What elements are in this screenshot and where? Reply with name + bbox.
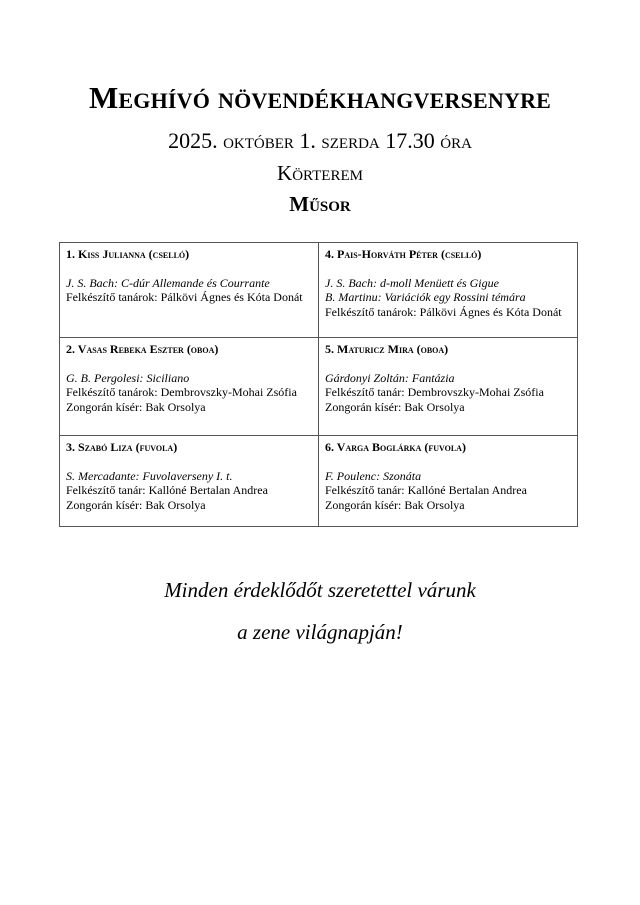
credit-line: Zongorán kísér: Bak Orsolya bbox=[325, 497, 465, 512]
page-title: Meghívó növendékhangversenyre bbox=[88, 80, 552, 115]
program-cell bbox=[319, 243, 578, 338]
program-row bbox=[60, 338, 578, 436]
program-cell bbox=[319, 338, 578, 436]
performer-name: 2. Vasas Rebeka Eszter (oboa) bbox=[66, 342, 219, 356]
invitation-line: a zene világnapján! bbox=[237, 620, 403, 644]
credit-line: Felkészítő tanárok: Dembrovszky-Mohai Zsófia bbox=[66, 385, 297, 399]
piece-title: S. Mercadante: Fuvolaverseny I. t. bbox=[66, 468, 233, 483]
credit-line: Felkészítő tanár: Kallóné Bertalan Andrea bbox=[325, 483, 527, 497]
credit-line: Zongorán kísér: Bak Orsolya bbox=[66, 399, 206, 414]
credit-line: Zongorán kísér: Bak Orsolya bbox=[66, 497, 206, 512]
program-cell bbox=[60, 436, 319, 527]
credit-line: Zongorán kísér: Bak Orsolya bbox=[325, 399, 465, 414]
performer-name: 4. Pais-Horváth Péter (cselló) bbox=[325, 247, 482, 261]
performer-name: 5. Maturicz Mira (oboa) bbox=[325, 342, 449, 356]
piece-title: Gárdonyi Zoltán: Fantázia bbox=[325, 370, 455, 385]
invitation-line: Minden érdeklődőt szeretettel várunk bbox=[164, 578, 476, 602]
program-table bbox=[59, 242, 578, 527]
performer-name: 1. Kiss Julianna (cselló) bbox=[66, 247, 190, 261]
piece-title: F. Poulenc: Szonáta bbox=[325, 468, 422, 483]
credit-line: Felkészítő tanárok: Pálkövi Ágnes és Kóta Donát bbox=[325, 304, 562, 319]
credit-line: Felkészítő tanár: Dembrovszky-Mohai Zsófia bbox=[325, 385, 544, 399]
credit-line: Felkészítő tanárok: Pálkövi Ágnes és Kóta Donát bbox=[66, 290, 303, 304]
credit-line: Felkészítő tanár: Kallóné Bertalan Andrea bbox=[66, 483, 268, 497]
program-cell bbox=[60, 243, 319, 338]
concert-venue: Körterem bbox=[277, 161, 363, 185]
program-row bbox=[60, 243, 578, 338]
performer-name: 6. Varga Boglárka (fuvola) bbox=[325, 440, 466, 454]
concert-date: 2025. október 1. szerda 17.30 óra bbox=[168, 128, 472, 153]
piece-title: J. S. Bach: C-dúr Allemande és Courrante bbox=[66, 275, 270, 290]
piece-title: G. B. Pergolesi: Siciliano bbox=[66, 370, 190, 385]
program-cell bbox=[319, 436, 578, 527]
program-cell bbox=[60, 338, 319, 436]
program-row bbox=[60, 436, 578, 527]
performer-name: 3. Szabó Liza (fuvola) bbox=[66, 440, 178, 454]
piece-title: B. Martinu: Variációk egy Rossini témára bbox=[325, 290, 526, 304]
program-heading: Műsor bbox=[289, 192, 351, 216]
piece-title: J. S. Bach: d-moll Menüett és Gigue bbox=[325, 275, 499, 290]
